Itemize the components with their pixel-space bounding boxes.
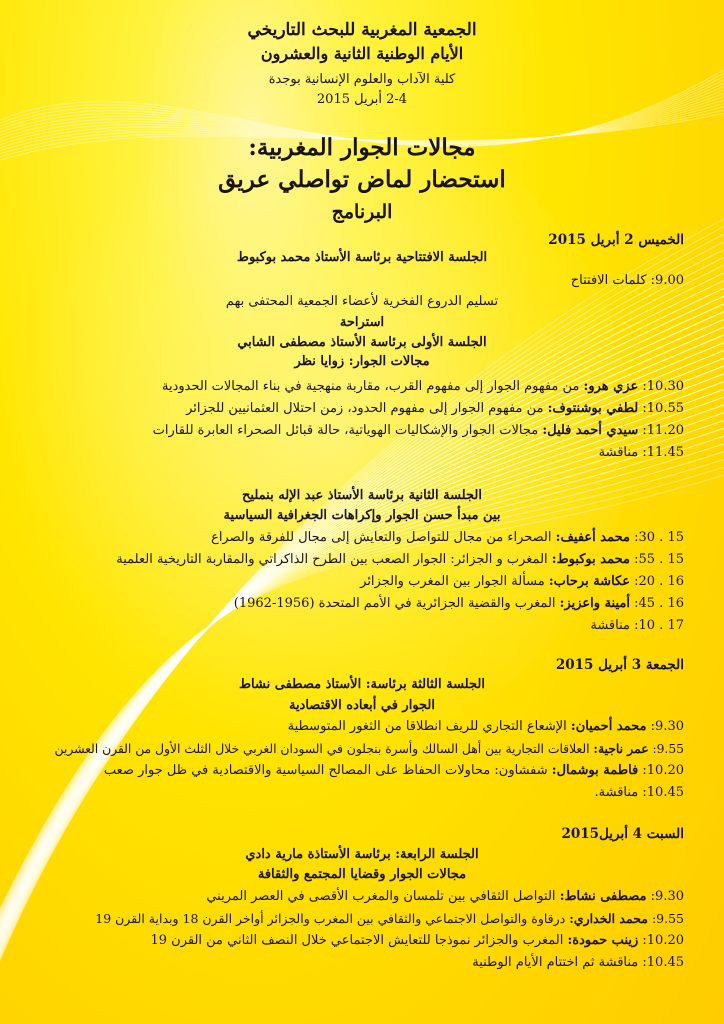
item-text: الصحراء من مجال للتواصل والتعايش إلى مجال للفرقة والصراع	[211, 530, 556, 545]
item-time: 10.20	[646, 763, 684, 778]
item-time: 16 . 20	[638, 574, 684, 589]
program-item: 15 . 55: محمد بوكبوط: المغرب و الجزائر: الجوار الصعب بين الطرح الذاكراتي والمقاربة التاريخية العلمية	[116, 552, 684, 567]
program-item: 17 . 10: مناقشة	[590, 618, 684, 633]
item-text: المغرب والقضية الجزائرية في الأمم المتحدة (1956-1962)	[233, 596, 560, 611]
item-text: شفشاون: محاولات الحفاظ على المصالح السياسية والاقتصادية في ظل جوار صعب	[103, 763, 552, 778]
program-item: 10.45: مناقشة ثم اختتام الأيام الوطنية	[472, 955, 684, 970]
item-text: مناقشة	[590, 618, 630, 633]
item-text: : كلمات الافتتاح	[570, 273, 656, 288]
item-text: درقاوة والتواصل الاجتماعي والثقافي بين المغرب والجزائر أواخر القرن 18 وبداية القرن 19	[95, 911, 570, 926]
speaker-name: سيدي أحمد فليل:	[542, 423, 639, 438]
item-text: مجالات الجوار والإشكاليات الهوياتية، حالة قبائل الصحراء العابرة للقارات	[152, 423, 543, 438]
program-item: 9.55: محمد الخداري: درقاوة والتواصل الاجتماعي والثقافي بين المغرب والجزائر أواخر القرن 18 وبداية القرن 19	[95, 911, 684, 926]
program-item: 9.55: عمر ناجية: العلاقات التجارية بين أهل السالك وأسرة بنجلون في السودان الغربي خلال الثلث الأول من القرن العشرين	[54, 741, 684, 756]
speaker-name: محمد الخداري:	[569, 911, 648, 926]
session-2-theme: بين مبدأ حسن الجوار وإكراهات الجغرافية السياسية	[223, 508, 501, 523]
session-2-title: الجلسة الثانية برئاسة الأستاذ عبد الإله بنمليح	[242, 488, 482, 503]
session-3-theme: الجوار في أبعاده الاقتصادية	[288, 698, 436, 713]
item-text: مناقشة	[598, 445, 639, 460]
speaker-name: فاطمة بوشمال:	[551, 763, 639, 778]
break-label: استراحة	[339, 315, 385, 330]
session-3-title: الجلسة الثالثة برئاسة: الأستاذ مصطفى نشاط	[239, 677, 485, 692]
item-time: 9.55	[656, 911, 684, 926]
program-item: 11.20: سيدي أحمد فليل: مجالات الجوار والإشكاليات الهوياتية، حالة قبائل الصحراء العابرة للقارات	[152, 423, 684, 438]
program-item: 15 . 30: محمد أعفيف: الصحراء من مجال للتواصل والتعايش إلى مجال للفرقة والصراع	[211, 530, 684, 545]
program-item: 10.55: لطفي بوشنتوف: من مفهوم الجوار إلى مفهوم الحدود، زمن احتلال العثمانيين للجزائر	[186, 401, 684, 416]
session-4-title: الجلسة الرابعة: برئاسة الأستاذة مارية دادي	[245, 847, 479, 862]
speaker-name: زينب حمودة:	[567, 933, 639, 948]
event-name: الأيام الوطنية الثانية والعشرون	[260, 44, 464, 63]
item-text: من مفهوم الجوار إلى مفهوم الحدود، زمن احتلال العثمانيين للجزائر	[186, 401, 548, 416]
item-text: العلاقات التجارية بين أهل السالك وأسرة بنجلون في السودان الغربي خلال الثلث الأول من القرن العشرين	[54, 742, 594, 756]
program-item: 10.30: عزي هرو: من مفهوم الجوار إلى مفهوم القرب، مقاربة منهجية في بناء المجالات الحدودية	[162, 379, 684, 394]
shields-ceremony: تسليم الدروع الفخرية لأعضاء الجمعية المحتفى بهم	[225, 294, 499, 309]
item-text: التواصل الثقافي بين تلمسان والمغرب الأقصى في العصر المريني	[206, 889, 560, 904]
item-text: من مفهوم الجوار إلى مفهوم القرب، مقاربة منهجية في بناء المجالات الحدودية	[162, 379, 584, 394]
program-item: 9.30: محمد أحميان: الإشعاع التجاري للريف انطلاقا من الثغور المتوسطية	[287, 719, 684, 734]
venue: كلية الآداب والعلوم الإنسانية بوجدة	[268, 72, 456, 87]
session-4-theme: مجالات الجوار وقضايا المجتمع والثقافة	[257, 867, 467, 882]
item-text: مسألة الجوار بين المغرب والجزائر	[360, 574, 549, 589]
org-name: الجمعية المغربية للبحث التاريخي	[247, 20, 477, 40]
item-time: 10.45	[646, 955, 684, 970]
opening-session-title: الجلسة الافتتاحية برئاسة الأستاذ محمد بوكبوط	[236, 250, 488, 265]
speaker-name: مصطفى نشاط:	[559, 889, 647, 904]
program-item: 16 . 45: أمينة واعزيز: المغرب والقضية الجزائرية في الأمم المتحدة (1956-1962)	[233, 596, 684, 611]
day-3-date: السبت 4 أبريل2015	[561, 826, 684, 842]
day-2-date: الجمعة 3 أبريل 2015	[555, 657, 684, 673]
item-time: 10.55	[646, 401, 684, 416]
program-item	[10, 271, 684, 291]
item-time: 9.00	[655, 273, 684, 288]
speaker-name: عزي هرو:	[583, 379, 639, 394]
item-text: الإشعاع التجاري للريف انطلاقا من الثغور المتوسطية	[287, 719, 571, 734]
speaker-name: عكاشة برحاب:	[548, 574, 630, 589]
speaker-name: محمد أحميان:	[570, 719, 647, 734]
item-time: 9.55	[656, 742, 684, 756]
speaker-name: أمينة واعزيز:	[559, 596, 630, 611]
item-time: 9.30	[655, 889, 684, 904]
program-heading: البرنامج	[331, 201, 393, 223]
day-1-date: الخميس 2 أبريل 2015	[548, 232, 684, 248]
session-1-theme: مجالات الجوار: زوايا نظر	[294, 354, 430, 369]
item-time: 16 . 45	[638, 596, 684, 611]
title-line-2: استحضار لماض تواصلي عريق	[218, 166, 506, 193]
item-time: 15 . 30	[638, 530, 684, 545]
title-line-1: مجالات الجوار المغربية:	[248, 134, 476, 161]
item-text: مناقشة.	[594, 785, 639, 800]
program-item: 10.20: زينب حمودة: المغرب والجزائر نموذجا للتعايش الاجتماعي خلال النصف الثاني من القرن 19	[150, 933, 684, 948]
item-time: 15 . 55	[638, 552, 684, 567]
item-time: 10.30	[646, 379, 684, 394]
item-time: 17 . 10	[638, 618, 684, 633]
event-dates: 2-4 أبريل 2015	[316, 92, 408, 107]
program-item: 11.45: مناقشة	[598, 445, 684, 460]
item-text: المغرب والجزائر نموذجا للتعايش الاجتماعي خلال النصف الثاني من القرن 19	[150, 933, 568, 948]
speaker-name: لطفي بوشنتوف:	[547, 401, 639, 416]
program-item: 16 . 20: عكاشة برحاب: مسألة الجوار بين المغرب والجزائر	[360, 574, 684, 589]
program-item: 10.20: فاطمة بوشمال: شفشاون: محاولات الحفاظ على المصالح السياسية والاقتصادية في ظل جوار صعب	[103, 763, 684, 778]
program-item: 10.45: مناقشة.	[594, 785, 684, 800]
item-time: 10.45	[646, 785, 684, 800]
item-time: 9.30	[655, 719, 684, 734]
item-time: 11.45	[646, 445, 684, 460]
item-time: 11.20	[646, 423, 684, 438]
program-item: 9.30: مصطفى نشاط: التواصل الثقافي بين تلمسان والمغرب الأقصى في العصر المريني	[206, 889, 684, 904]
speaker-name: محمد بوكبوط:	[551, 552, 630, 567]
speaker-name: محمد أعفيف:	[555, 530, 630, 545]
item-text: المغرب و الجزائر: الجوار الصعب بين الطرح الذاكراتي والمقاربة التاريخية العلمية	[116, 552, 552, 567]
session-1-title: الجلسة الأولى برئاسة الأستاذ مصطفى الشابي	[237, 335, 487, 350]
speaker-name: عمر ناجية:	[593, 741, 649, 756]
item-text: مناقشة ثم اختتام الأيام الوطنية	[472, 955, 639, 970]
item-time: 10.20	[646, 933, 684, 948]
